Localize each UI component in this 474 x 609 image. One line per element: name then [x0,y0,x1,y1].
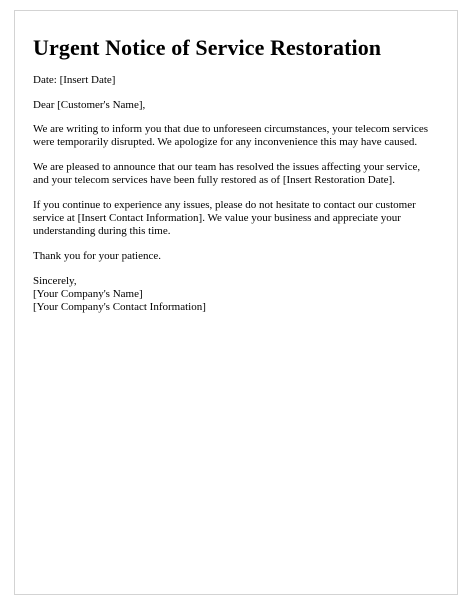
paragraph-line: service at [Insert Contact Information]. We value your business and appreciate your [33,212,401,224]
paragraph-contact [33,199,441,238]
letter-page [14,10,458,595]
thank-you-line: Thank you for your patience. [33,250,161,262]
paragraph-line: We are writing to inform you that due to unforeseen circumstances, your telecom services [33,123,428,135]
paragraph-line: and your telecom services have been fully restored as of [Insert Restoration Date]. [33,174,395,186]
greeting: Dear [Customer's Name], [33,99,146,111]
letter-title: Urgent Notice of Service Restoration [33,35,382,60]
paragraph-line: We are pleased to announce that our team has resolved the issues affecting your service, [33,161,421,173]
company-name: [Your Company's Name] [33,288,143,300]
paragraph-line: understanding during this time. [33,225,171,237]
date-line: Date: [Insert Date] [33,74,116,86]
paragraph-line: If you continue to experience any issues, please do not hesitate to contact our customer [33,199,416,211]
paragraph-disruption [33,123,441,149]
closing: Sincerely, [33,275,77,287]
signature-block [33,275,441,314]
letter-content [33,35,441,314]
paragraph-restoration [33,161,441,187]
company-contact: [Your Company's Contact Information] [33,301,206,313]
paragraph-line: were temporarily disrupted. We apologize for any inconvenience this may have caused. [33,136,418,148]
